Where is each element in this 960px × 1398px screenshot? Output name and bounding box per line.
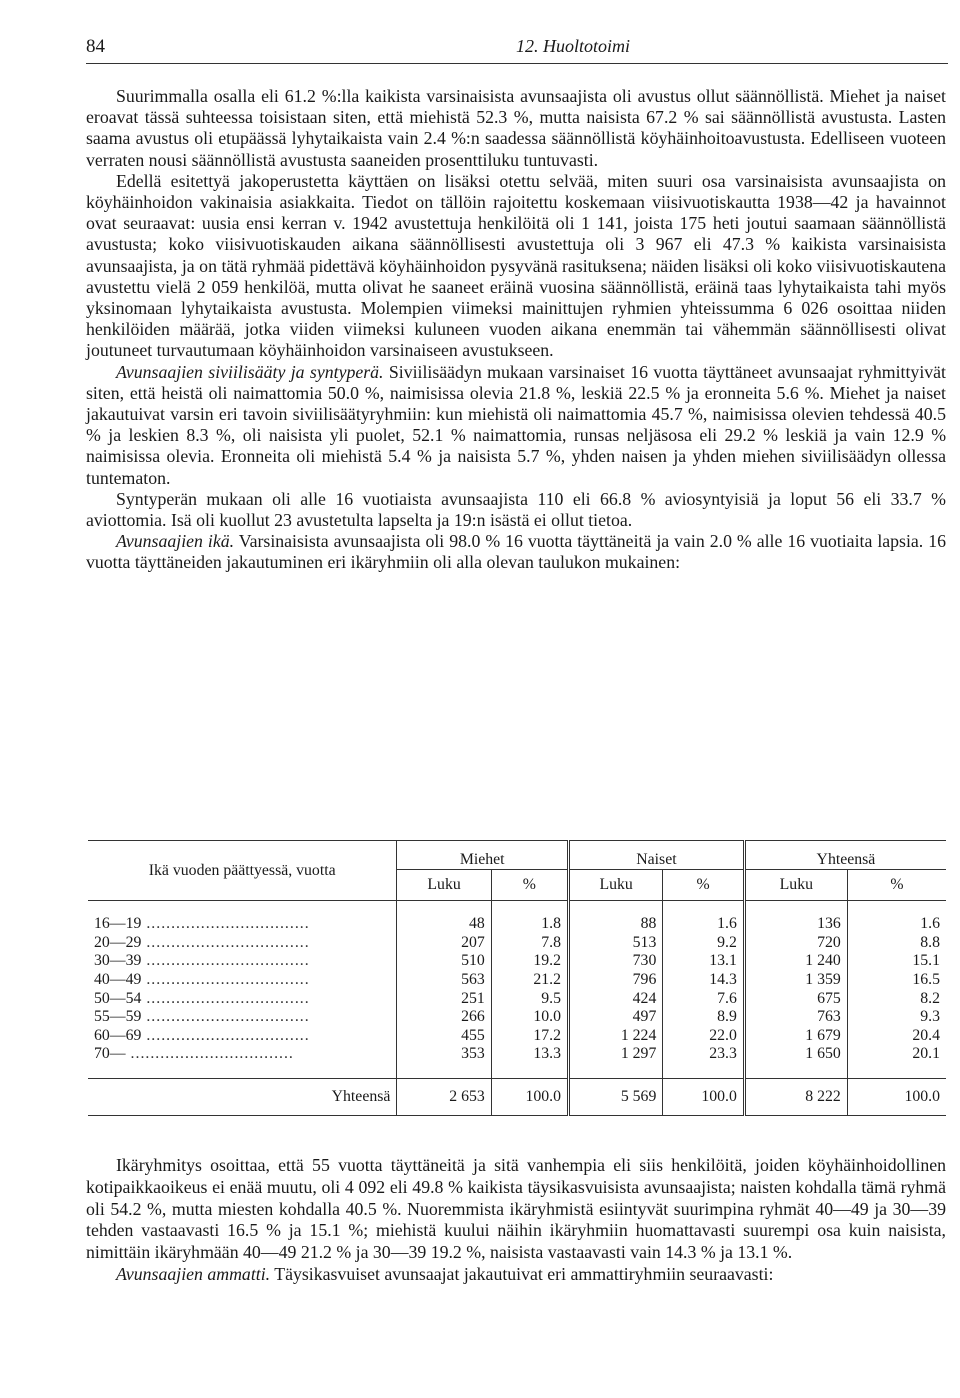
total-pct: 20.1 [847,1045,946,1078]
row-age-label: 50—54 [94,989,142,1007]
column-header-women-pct: % [663,870,745,901]
total-count: 675 [744,989,847,1008]
women-count: 513 [568,934,662,953]
men-pct: 9.5 [491,989,568,1008]
row-age-label: 60—69 [94,1026,142,1044]
column-group-total: Yhteensä [744,841,946,870]
total-count: 1 359 [744,971,847,990]
women-count: 497 [568,1008,662,1027]
page-header [86,36,946,66]
table-row: 20—29 ................................. 207 7.8 513 9.2 720 8.8 [88,934,946,953]
paragraph-marital-status-text: Siviilisäädyn mukaan varsinaiset 16 vuotta täyttäneet avunsaajat ryhmittyivät siten, että heistä oli naimattomia 50.0 %, naimisissa olevia 21.8 %, leskiä 22.5 % ja eronneita 5.6 %. Miehet ja naiset jakautuivat varsin eri tavoin siviilisäätyryhmiin: kun miehistä oli naimattomia 45.7 %, naimisissa olevien tehdessä 40.5 % ja leskien 8.3 %, oli naisista yli puolet, 52.1 % naimattomia, runsas neljäsosa eli 29.2 % leskiä ja vain 12.9 % naimisissa olevia. Eronneita oli miehistä 5.4 % ja naisista 5.7 %, yhden naisen ja yhden miehen siviilisäädyn ollessa tuntematon. [86,361,946,488]
women-count: 1 297 [568,1045,662,1078]
total-pct: 9.3 [847,1008,946,1027]
column-header-men-pct: % [491,870,568,901]
total-count: 136 [744,901,847,934]
men-pct-total: 100.0 [491,1078,568,1115]
column-header-total-count: Luku [744,870,847,901]
paragraph-regular-assistance: Suurimmalla osalla eli 61.2 %:lla kaikista varsinaisista avunsaajista oli avustus ollut säännöllistä. Miehet ja naiset eroavat tässä suhteessa toisistaan siten, että miehistä 52.3 %, mutta naisista 67.2 % sai säännöllistä avustusta. Lasten saama avustus oli etupäässä lyhytaikaista vain 2.4 %:n saadessa säännöllistä köyhäinhoitoavustusta. Edelliseen vuoteen verraten nousi säännöllistä avustusta saaneiden prosenttiluku tuntuvasti. [86,86,946,170]
table-row: 16—19 ................................. 48 1.8 88 1.6 136 1.6 [88,901,946,934]
table-row: 40—49 ................................. 563 21.2 796 14.3 1 359 16.5 [88,971,946,990]
body-text [86,86,946,574]
total-count-total: 8 222 [744,1078,847,1115]
table-row: 60—69 ................................. 455 17.2 1 224 22.0 1 679 20.4 [88,1027,946,1046]
row-age-label: 55—59 [94,1008,142,1026]
row-age-label: 20—29 [94,933,142,951]
total-pct-total: 100.0 [847,1078,946,1115]
section-head-occupation: Avunsaajien ammatti. [116,1263,271,1284]
table-row: 55—59 ................................. 266 10.0 497 8.9 763 9.3 [88,1008,946,1027]
paragraph-age-text: Varsinaisista avunsaajista oli 98.0 % 16 vuotta täyttäneitä ja vain 2.0 % alle 16 vuotiaita lapsia. 16 vuotta täyttäneiden jakautuminen eri ikäryhmiin oli alla olevan taulukon mukainen: [86,531,947,573]
women-pct: 7.6 [663,989,745,1008]
total-count: 763 [744,1008,847,1027]
row-age-label: 30—39 [94,952,142,970]
total-pct: 16.5 [847,971,946,990]
total-count: 1 679 [744,1027,847,1046]
column-group-women: Naiset [568,841,744,870]
column-header-women-count: Luku [568,870,662,901]
paragraph-occupation [86,1264,946,1286]
section-head-age: Avunsaajien ikä. [116,531,235,552]
column-group-men: Miehet [397,841,569,870]
column-header-men-count: Luku [397,870,491,901]
women-pct-total: 100.0 [663,1078,745,1115]
total-count: 1 240 [744,952,847,971]
table-row: 70— ................................. 353 13.3 1 297 23.3 1 650 20.1 [88,1045,946,1078]
age-distribution-table [88,840,946,1116]
page-number: 84 [86,36,105,57]
paragraph-permanent-clients: Edellä esitettyä jakoperustetta käyttäen on lisäksi otettu selvää, miten suuri osa varsinaisista avunsaajista on köyhäinhoidon vakinaisia asiakkaita. Tiedot on tällöin rajoitettu koskemaan viisivuotiskautta 1938—42 ja havainnot ovat seuraavat: uusia ensi kerran v. 1942 avustettuja henkilöitä oli 1 141, joista 175 heti joutui saamaan säännöllistä avustusta; koko viisivuotiskauden aikana säännöllisesti avustettuja oli 3 967 eli 47.3 % kaikista varsinaisista avunsaajista, ja on tätä ryhmää pidettävä köyhäinhoidon pysyvänä rasituksena; näiden lisäksi oli koko viisivuotiskautena avustettu vielä 2 059 henkilöä, mutta olivat he saaneet eräinä vuosina säännöllistä, eräinä taas lyhytaikaista tahi myös yksinomaan lyhytaikaista avustusta. Molempien viimeksi mainittujen ryhmien yhteissumma 6 026 osoittaa niiden henkilöiden määrää, jotka viiden viimeksi kuluneen vuoden aikana enemmän tai vähemmän säännöllisesti olivat joutuneet turvautumaan köyhäinhoidon varsinaiseen avustukseen. [86,170,946,361]
paragraph-age [86,531,946,573]
total-pct: 8.8 [847,934,946,953]
column-header-total-pct: % [847,870,946,901]
men-pct: 17.2 [491,1027,568,1046]
women-count: 796 [568,971,662,990]
men-pct: 1.8 [491,901,568,934]
women-pct: 8.9 [663,1008,745,1027]
total-count: 720 [744,934,847,953]
women-count: 88 [568,901,662,934]
row-age-label: 40—49 [94,971,142,989]
running-title: 12. Huoltotoimi [516,36,631,56]
men-count: 48 [397,901,491,934]
men-count: 353 [397,1045,491,1078]
total-count: 1 650 [744,1045,847,1078]
total-pct: 8.2 [847,989,946,1008]
women-count-total: 5 569 [568,1078,662,1115]
men-pct: 21.2 [491,971,568,990]
column-header-age: Ikä vuoden päättyessä, vuotta [88,841,397,901]
men-pct: 19.2 [491,952,568,971]
men-count: 266 [397,1008,491,1027]
paragraph-legitimacy: Syntyperän mukaan oli alle 16 vuotiaista avunsaajista 110 eli 66.8 % aviosyntyisiä ja loput 56 eli 33.7 % aviottomia. Isä oli kuollut 23 avustetulta lapselta ja 19:n isästä ei ollut tietoa. [86,488,946,531]
table-row: 30—39 ................................. 510 19.2 730 13.1 1 240 15.1 [88,952,946,971]
men-count-total: 2 653 [397,1078,491,1115]
table-row: 50—54 ................................. 251 9.5 424 7.6 675 8.2 [88,989,946,1008]
total-pct: 15.1 [847,952,946,971]
men-pct: 7.8 [491,934,568,953]
header-rule [86,63,948,64]
men-count: 207 [397,934,491,953]
women-count: 424 [568,989,662,1008]
section-head-marital-status: Avunsaajien siviilisääty ja syntyperä. [116,361,384,382]
row-age-label: 16—19 [94,915,142,933]
women-pct: 22.0 [663,1027,745,1046]
men-count: 563 [397,971,491,990]
women-count: 1 224 [568,1027,662,1046]
women-pct: 9.2 [663,934,745,953]
paragraph-occupation-text: Täysikasvuiset avunsaajat jakautuivat eri ammattiryhmiin seuraavasti: [270,1263,774,1284]
paragraph-marital-status [86,362,946,489]
men-count: 510 [397,952,491,971]
total-pct: 20.4 [847,1027,946,1046]
women-pct: 23.3 [663,1045,745,1078]
total-row-label: Yhteensä [88,1078,397,1115]
lower-text [86,1155,946,1286]
table-total-row [88,1078,946,1115]
women-pct: 14.3 [663,971,745,990]
women-pct: 13.1 [663,952,745,971]
men-count: 251 [397,989,491,1008]
men-pct: 10.0 [491,1008,568,1027]
men-pct: 13.3 [491,1045,568,1078]
total-pct: 1.6 [847,901,946,934]
row-age-label: 70— [94,1045,126,1063]
women-pct: 1.6 [663,901,745,934]
men-count: 455 [397,1027,491,1046]
paragraph-age-groups: Ikäryhmitys osoittaa, että 55 vuotta täyttäneitä ja sitä vanhempia eli siis henkilöitä, joiden köyhäinhoidollinen kotipaikkaoikeus ei enää muutu, oli 4 092 eli 49.8 % kaikista täysikasvuisista avunsaajista; naisten kohdalla tämä ryhmä oli 54.2 %, mutta miesten kohdalla 40.5 %. Nuoremmista ikäryhmistä esiintyvät suurimpina ryhmät 40—49 ja 30—39 tehden vastaavasti 16.5 % ja 15.1 %; miehistä kuului näihin ikäryhmiin huomattavasti suurempi osa kuin naisista, nimittäin ikäryhmään 40—49 21.2 % ja 30—39 19.2 %, naisista vastaavasti vain 14.3 % ja 13.1 %. [86,1155,946,1263]
women-count: 730 [568,952,662,971]
